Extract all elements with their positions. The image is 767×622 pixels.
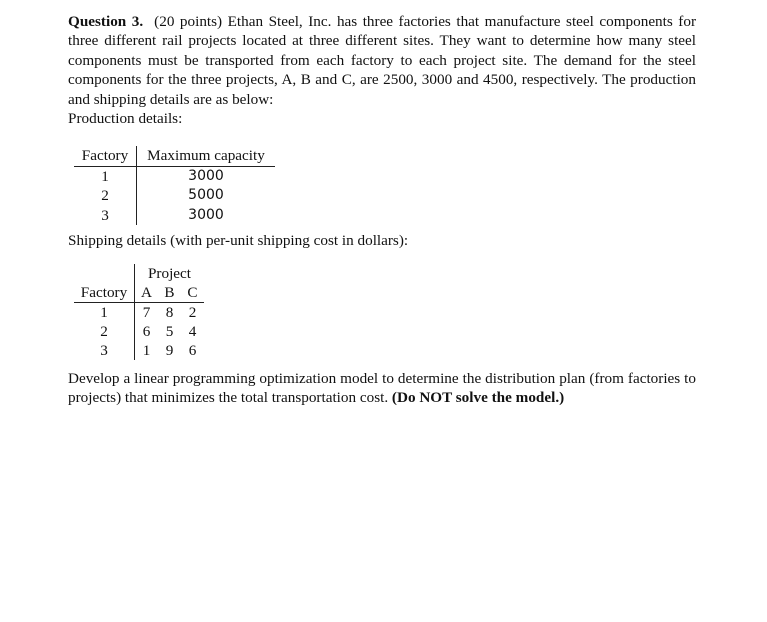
shipping-cost: 5	[165, 323, 174, 340]
question-intro: (20 points) Ethan Steel, Inc. has three factories that manufacture steel components for three different rail projects located at three different sites. They want to determine how many steel components must be transported from each factory to each project site. The demand for the steel components for the three projects, A, B and C, are 2500, 3000 and 4500, respectively. The production and shipping details are as below:	[68, 13, 697, 108]
shipping-cost: 6	[188, 342, 197, 359]
shipping-cost: 4	[188, 323, 197, 340]
question-paragraph	[68, 12, 696, 128]
capacity-header-capacity: Maximum capacity	[137, 146, 276, 166]
shipping-cost: 6	[142, 323, 151, 340]
question-label: Question 3.	[68, 13, 144, 30]
production-heading: Production details:	[68, 110, 183, 128]
capacity-factory: 2	[74, 186, 137, 206]
project-header: B	[158, 283, 181, 303]
shipping-cost: 2	[188, 304, 197, 321]
shipping-group-header: Project	[147, 265, 192, 282]
table-row	[74, 322, 204, 341]
shipping-cost: 9	[165, 342, 174, 359]
table-row	[74, 186, 275, 206]
question-text	[68, 12, 696, 128]
shipping-group-row	[74, 264, 204, 283]
capacity-table	[74, 146, 275, 225]
table-row	[74, 303, 204, 323]
project-header: A	[135, 283, 159, 303]
table-row	[74, 206, 275, 226]
capacity-header-factory: Factory	[74, 146, 137, 166]
capacity-value: 3000	[188, 167, 224, 184]
project-header: C	[181, 283, 204, 303]
capacity-header-row	[74, 146, 275, 166]
capacity-value: 5000	[188, 187, 224, 203]
capacity-factory: 1	[74, 166, 137, 186]
shipping-empty-corner	[74, 264, 135, 283]
task-emphasis: (Do NOT solve the model.)	[391, 389, 565, 407]
shipping-table	[74, 264, 204, 360]
shipping-cost: 8	[165, 304, 174, 321]
capacity-factory: 3	[74, 206, 137, 226]
table-row	[74, 341, 204, 360]
shipping-cost: 1	[142, 342, 151, 359]
task-text: Develop a linear programming optimization model to determine the distribution plan (from factories to projects) that minimizes the total transportation cost.	[68, 370, 696, 407]
shipping-header-row	[74, 283, 204, 303]
task-paragraph	[68, 369, 696, 408]
shipping-factory: 3	[74, 341, 135, 360]
capacity-value: 3000	[188, 206, 224, 223]
shipping-factory: 1	[74, 303, 135, 323]
shipping-cost: 7	[142, 304, 151, 321]
table-row	[74, 166, 275, 186]
shipping-heading: Shipping details (with per-unit shipping cost in dollars):	[68, 232, 409, 249]
shipping-factory: 2	[74, 322, 135, 341]
shipping-row-header: Factory	[74, 283, 135, 303]
